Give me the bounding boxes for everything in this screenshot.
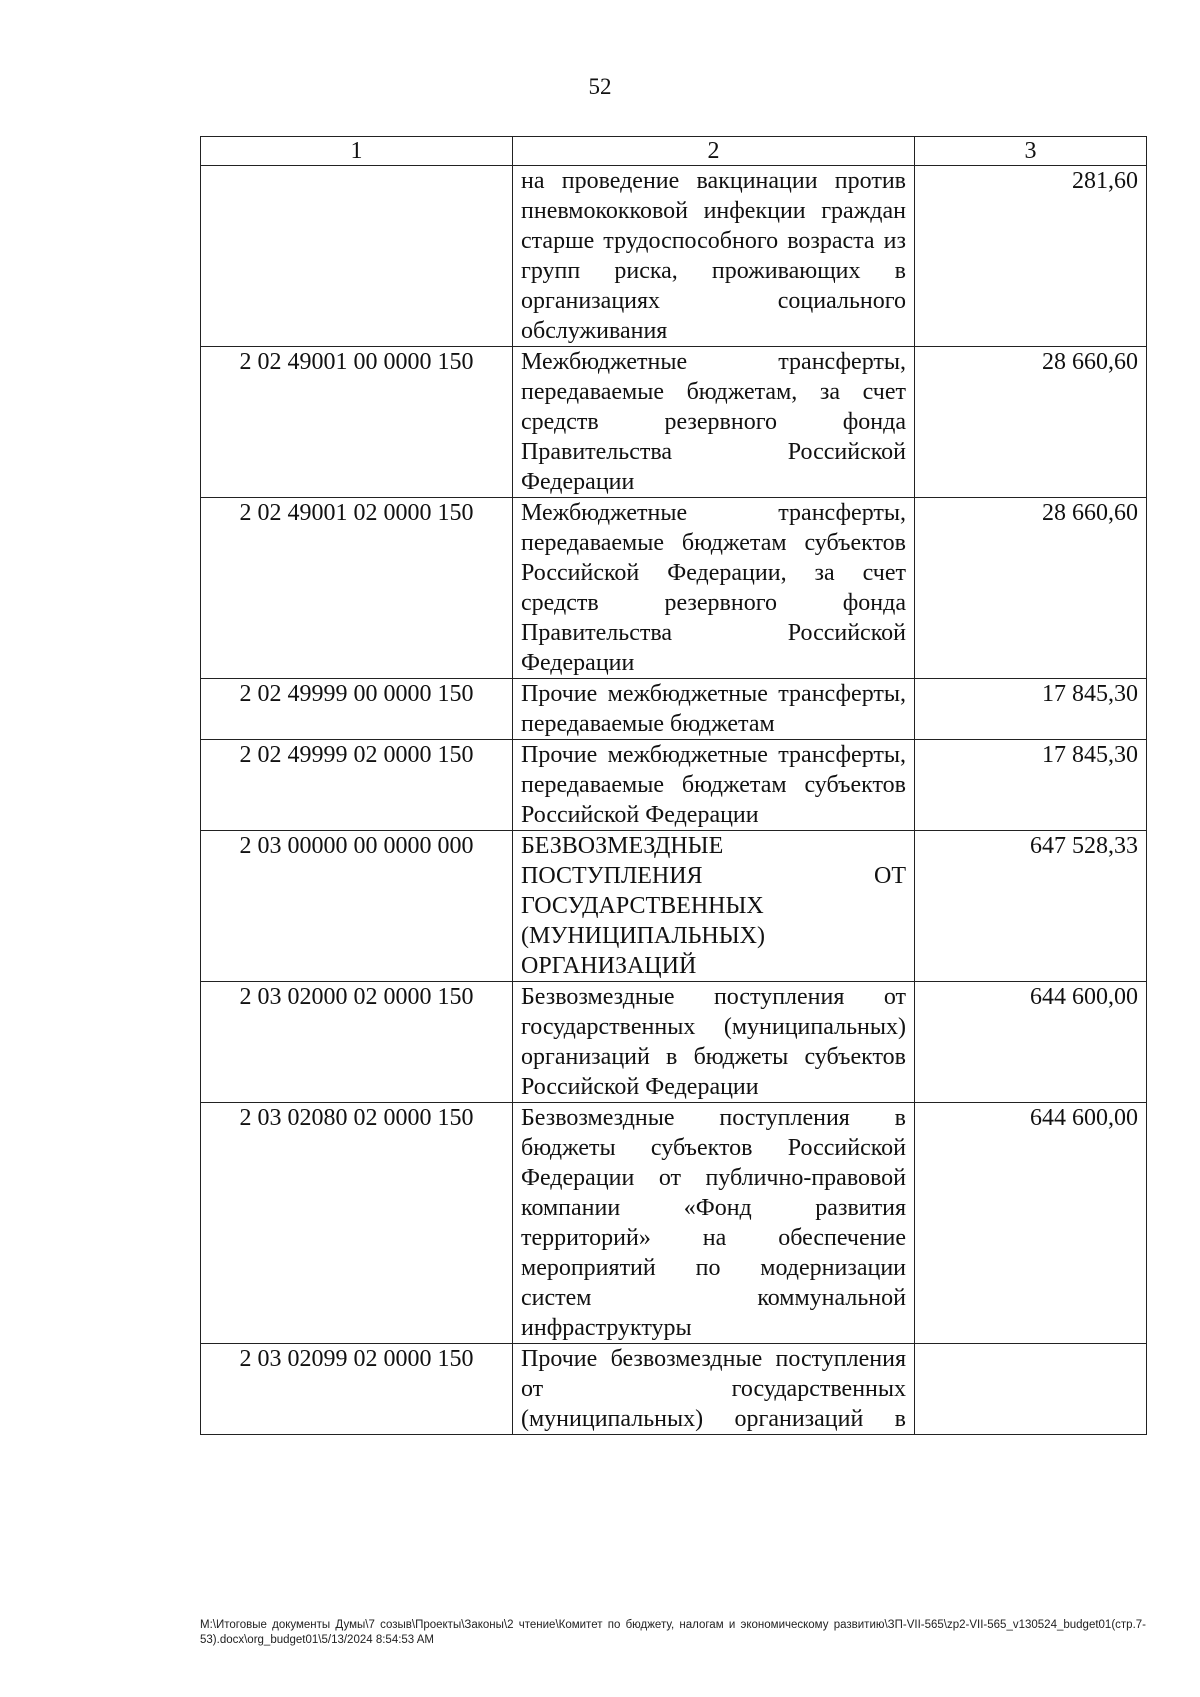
column-header-3: 3 [915, 137, 1147, 166]
table-row [201, 498, 1147, 679]
file-path-footer: M:\Итоговые документы Думы\7 созыв\Проекты\Законы\2 чтение\Комитет по бюджету, налогам и экономическому развитию\ЗП-VII-565\zp2-VII-565_v130524_budget01(стр.7-53).docx\org_budget01\5/13/2024 8:54:53 AM [200, 1619, 1146, 1646]
table-row [201, 831, 1147, 982]
revenue-table [200, 136, 1147, 1435]
row-code: 2 03 02000 02 0000 150 [201, 982, 513, 1103]
row-description: БЕЗВОЗМЕЗДНЫЕ ПОСТУПЛЕНИЯ ОТ ГОСУДАРСТВЕННЫХ (МУНИЦИПАЛЬНЫХ) ОРГАНИЗАЦИЙ [513, 831, 915, 982]
row-amount: 281,60 [915, 166, 1147, 347]
row-description: Межбюджетные трансферты, передаваемые бюджетам субъектов Российской Федерации, за счет средств резервного фонда Правительства Российской Федерации [513, 498, 915, 679]
row-amount [915, 1344, 1147, 1435]
row-code: 2 02 49001 02 0000 150 [201, 498, 513, 679]
table-row [201, 166, 1147, 347]
table-row [201, 982, 1147, 1103]
table-header-row [201, 137, 1147, 166]
row-amount: 28 660,60 [915, 347, 1147, 498]
row-description: Безвозмездные поступления в бюджеты субъектов Российской Федерации от публично-правовой компании «Фонд развития территорий» на обеспечение мероприятий по модернизации систем коммунальной инфраструктуры [513, 1103, 915, 1344]
column-header-1: 1 [201, 137, 513, 166]
row-code: 2 02 49001 00 0000 150 [201, 347, 513, 498]
row-description: Прочие межбюджетные трансферты, передаваемые бюджетам субъектов Российской Федерации [513, 740, 915, 831]
row-amount: 644 600,00 [915, 1103, 1147, 1344]
row-amount: 17 845,30 [915, 740, 1147, 831]
row-code: 2 02 49999 02 0000 150 [201, 740, 513, 831]
table-row [201, 1344, 1147, 1435]
row-amount: 647 528,33 [915, 831, 1147, 982]
row-description: Межбюджетные трансферты, передаваемые бюджетам, за счет средств резервного фонда Правительства Российской Федерации [513, 347, 915, 498]
row-description: Безвозмездные поступления от государственных (муниципальных) организаций в бюджеты субъектов Российской Федерации [513, 982, 915, 1103]
row-description: Прочие безвозмездные поступления от государственных (муниципальных) организаций в [513, 1344, 915, 1435]
row-amount: 644 600,00 [915, 982, 1147, 1103]
page-number: 52 [588, 74, 612, 99]
table-row [201, 1103, 1147, 1344]
row-amount: 17 845,30 [915, 679, 1147, 740]
table-row [201, 740, 1147, 831]
row-code: 2 03 02099 02 0000 150 [201, 1344, 513, 1435]
row-code: 2 02 49999 00 0000 150 [201, 679, 513, 740]
table-row [201, 347, 1147, 498]
row-description: на проведение вакцинации против пневмококковой инфекции граждан старше трудоспособного возраста из групп риска, проживающих в организациях социального обслуживания [513, 166, 915, 347]
row-code [201, 166, 513, 347]
row-code: 2 03 00000 00 0000 000 [201, 831, 513, 982]
column-header-2: 2 [513, 137, 915, 166]
row-amount: 28 660,60 [915, 498, 1147, 679]
row-code: 2 03 02080 02 0000 150 [201, 1103, 513, 1344]
table-row [201, 679, 1147, 740]
row-description: Прочие межбюджетные трансферты, передаваемые бюджетам [513, 679, 915, 740]
